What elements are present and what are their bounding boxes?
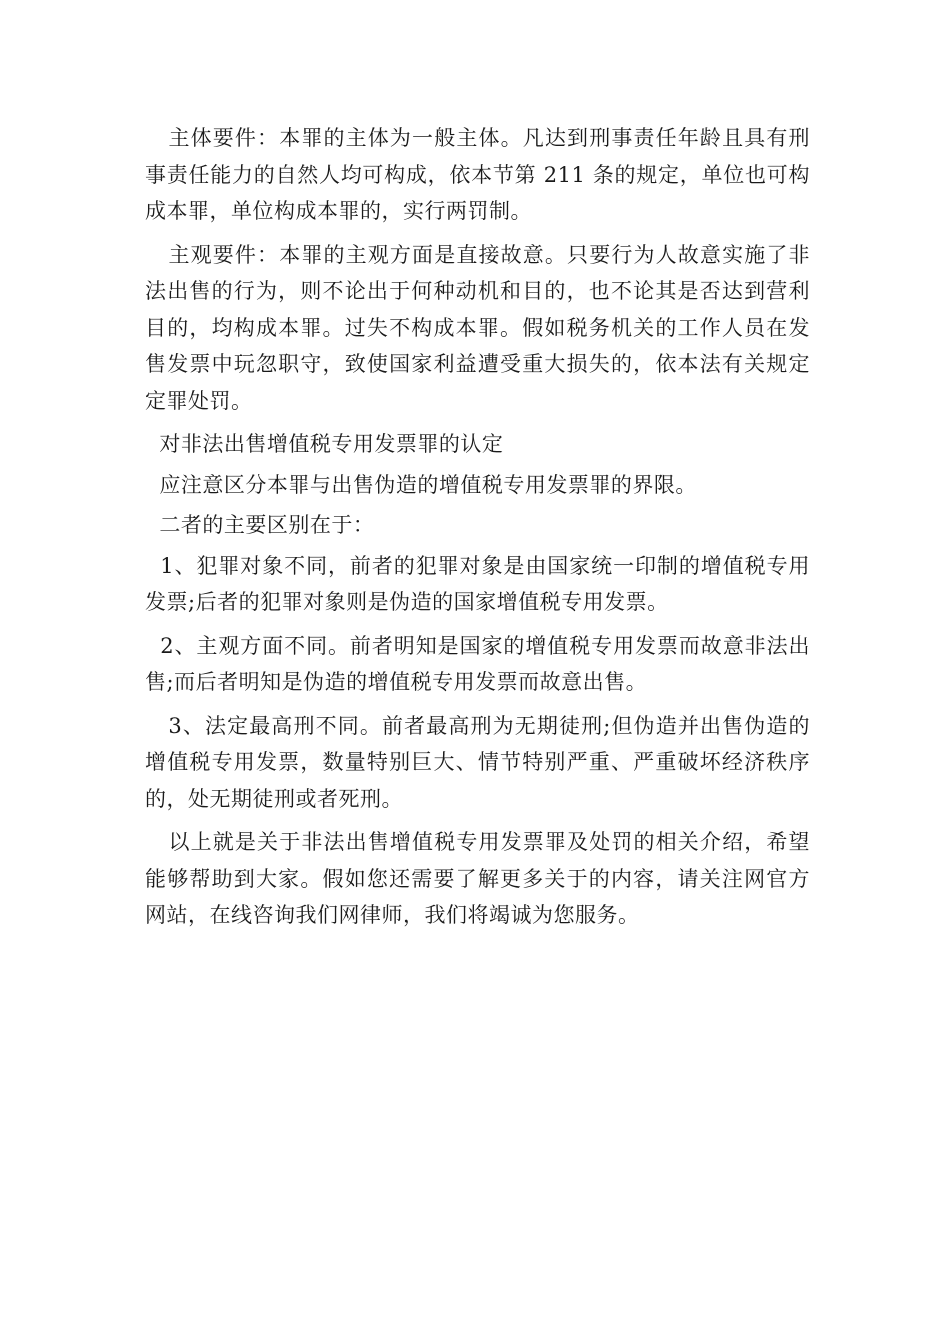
paragraph-distinguish-note: 应注意区分本罪与出售伪造的增值税专用发票罪的界限。: [145, 472, 697, 497]
paragraph-subjective-element: 主观要件：本罪的主观方面是直接故意。只要行为人故意实施了非法出售的行为，则不论出于何种动机和目的，也不论其是否达到营利目的，均构成本罪。过失不构成本罪。假如税务机关的工作人员在发售发票中玩忽职守，致使国家利益遭受重大损失的，依本法有关规定定罪处罚。: [145, 242, 811, 413]
paragraph-closing: 以上就是关于非法出售增值税专用发票罪及处罚的相关介绍，希望能够帮助到大家。假如您还需要了解更多关于的内容，请关注网官方网站，在线咨询我们网律师，我们将竭诚为您服务。: [145, 830, 811, 927]
list-item-difference-1: 1、犯罪对象不同，前者的犯罪对象是由国家统一印制的增值税专用发票;后者的犯罪对象则是伪造的国家增值税专用发票。: [145, 553, 811, 614]
list-item-difference-3: 3、法定最高刑不同。前者最高刑为无期徒刑;但伪造并出售伪造的增值税专用发票，数量特别巨大、情节特别严重、严重破坏经济秩序的，处无期徒刑或者死刑。: [145, 713, 810, 811]
paragraph-subject-element: 主体要件：本罪的主体为一般主体。凡达到刑事责任年龄且具有刑事责任能力的自然人均可构成，依本节第 211 条的规定，单位也可构成本罪，单位构成本罪的，实行两罚制。: [145, 126, 811, 223]
section-heading-determination: 对非法出售增值税专用发票罪的认定: [145, 432, 504, 456]
list-item-difference-2: 2、主观方面不同。前者明知是国家的增值税专用发票而故意非法出售;而后者明知是伪造的增值税专用发票而故意出售。: [145, 633, 811, 694]
document-page: [145, 120, 810, 941]
paragraph-differences-intro: 二者的主要区别在于：: [145, 513, 375, 537]
